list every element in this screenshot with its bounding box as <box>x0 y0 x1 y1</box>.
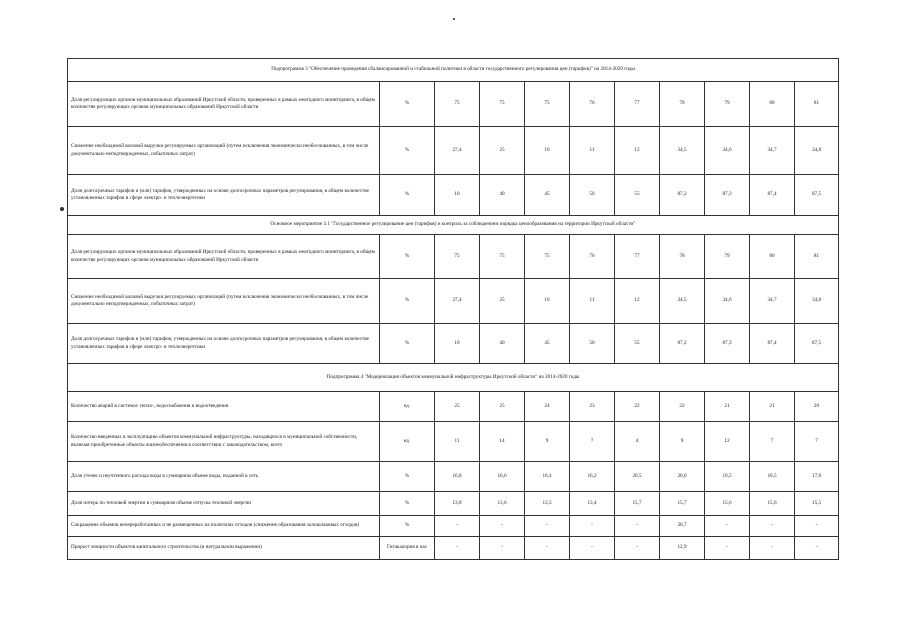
value-cell: 34,6 <box>705 279 750 324</box>
value-cell: 87,2 <box>660 175 705 216</box>
value-cell: 87,4 <box>750 175 795 216</box>
value-cell: 75 <box>480 82 525 127</box>
section-title: Подпрограмма 3 "Обеспечение проведения сбалансированной и стабильной политики в области государственного регулирования цен (тарифов)" на 2014-2020 годы <box>68 59 839 82</box>
value-cell: 4 <box>615 422 660 462</box>
value-cell: 36,7 <box>660 516 705 537</box>
value-cell: 15,6 <box>750 492 795 516</box>
indicator-name: Доля регулирующих органов муниципальных образований Иркутской области, проверенных в рамках ежегодного мониторинга, в общем количестве регулирующих органов муниципальных образований Иркутской области <box>68 235 380 279</box>
value-cell: 76 <box>570 82 615 127</box>
value-cell: 87,5 <box>795 175 839 216</box>
value-cell: 27,4 <box>435 127 480 175</box>
value-cell: - <box>750 537 795 560</box>
value-cell: 50 <box>570 175 615 216</box>
table-row <box>68 516 839 537</box>
value-cell: 87,5 <box>795 324 839 364</box>
unit-cell: % <box>380 82 435 127</box>
value-cell: 16,4 <box>525 462 570 492</box>
indicators-table <box>67 58 839 560</box>
value-cell: 55 <box>615 324 660 364</box>
value-cell: 12 <box>705 422 750 462</box>
indicator-name: Прирост мощности объектов капитального строительства (в натуральном выражении) <box>68 537 380 560</box>
unit-cell: % <box>380 235 435 279</box>
unit-cell: % <box>380 279 435 324</box>
value-cell: 10 <box>435 324 480 364</box>
table-row <box>68 422 839 462</box>
value-cell: - <box>480 516 525 537</box>
value-cell: 20,0 <box>660 462 705 492</box>
value-cell: 9 <box>660 422 705 462</box>
section-title: Основное мероприятие 3.1 "Государственное регулирование цен (тарифов) и контроль за соблюдением порядка ценообразования на территории Иркутской области" <box>68 216 839 235</box>
value-cell: 11 <box>435 422 480 462</box>
value-cell: 15,7 <box>615 492 660 516</box>
value-cell: 87,4 <box>750 324 795 364</box>
value-cell: - <box>705 537 750 560</box>
value-cell: 34,7 <box>750 279 795 324</box>
value-cell: 25 <box>480 127 525 175</box>
value-cell: 25 <box>480 392 525 422</box>
value-cell: 80 <box>750 82 795 127</box>
value-cell: - <box>705 516 750 537</box>
value-cell: 16,6 <box>480 462 525 492</box>
table-row <box>68 235 839 279</box>
value-cell: 16,8 <box>435 462 480 492</box>
value-cell: 87,3 <box>705 324 750 364</box>
value-cell: 14 <box>480 422 525 462</box>
value-cell: 77 <box>615 82 660 127</box>
value-cell: 75 <box>525 82 570 127</box>
value-cell: 75 <box>525 235 570 279</box>
value-cell: 78 <box>660 235 705 279</box>
value-cell: 19,5 <box>705 462 750 492</box>
value-cell: 75 <box>435 82 480 127</box>
value-cell: 78 <box>660 82 705 127</box>
value-cell: 81 <box>795 82 839 127</box>
table-row <box>68 175 839 216</box>
value-cell: 34,8 <box>795 127 839 175</box>
value-cell: - <box>570 516 615 537</box>
value-cell: 80 <box>750 235 795 279</box>
value-cell: 11 <box>570 127 615 175</box>
unit-cell: % <box>380 127 435 175</box>
indicator-name: Доля утечек и неучтенного расхода воды в суммарном объеме воды, поданной в сеть <box>68 462 380 492</box>
section-row <box>68 364 839 392</box>
unit-cell: % <box>380 324 435 364</box>
value-cell: 40 <box>480 175 525 216</box>
value-cell: - <box>570 537 615 560</box>
value-cell: 16,2 <box>570 462 615 492</box>
value-cell: - <box>480 537 525 560</box>
value-cell: 7 <box>750 422 795 462</box>
indicator-name: Количество введенных в эксплуатацию объектов коммунальной инфраструктуры, находящихся в муниципальной собственности, включая приобретенные объекты жизнеобеспечения в соответствии с законодательством, всего <box>68 422 380 462</box>
value-cell: 45 <box>525 175 570 216</box>
indicator-name: Доля долгосрочных тарифов и (или) тарифов, утвержденных на основе долгосрочных параметров регулирования, в общем количестве установленных тарифов в сфере электро- и теплоэнергетики <box>68 175 380 216</box>
value-cell: 12,9 <box>660 537 705 560</box>
section-row <box>68 216 839 235</box>
section-row <box>68 59 839 82</box>
unit-cell: % <box>380 462 435 492</box>
value-cell: 87,3 <box>705 175 750 216</box>
value-cell: - <box>795 537 839 560</box>
value-cell: 21 <box>705 392 750 422</box>
unit-cell: ед. <box>380 422 435 462</box>
indicator-name: Доля потерь по тепловой энергии в суммарном объеме отпуска тепловой энергии <box>68 492 380 516</box>
value-cell: 10 <box>435 175 480 216</box>
table-row <box>68 279 839 324</box>
value-cell: 75 <box>480 235 525 279</box>
value-cell: 15,5 <box>795 492 839 516</box>
table-row <box>68 392 839 422</box>
value-cell: 25 <box>435 392 480 422</box>
value-cell: - <box>795 516 839 537</box>
value-cell: - <box>615 516 660 537</box>
value-cell: 34,6 <box>705 127 750 175</box>
value-cell: 15,6 <box>705 492 750 516</box>
value-cell: 12 <box>615 279 660 324</box>
table-row <box>68 82 839 127</box>
value-cell: 7 <box>570 422 615 462</box>
value-cell: - <box>525 537 570 560</box>
value-cell: 22 <box>660 392 705 422</box>
section-title: Подпрограмма 4 "Модернизация объектов коммунальной инфраструктуры Иркутской области" на 2014-2020 годы <box>68 364 839 392</box>
value-cell: 25 <box>480 279 525 324</box>
value-cell: 18,5 <box>750 462 795 492</box>
value-cell: 13,5 <box>525 492 570 516</box>
value-cell: 15,7 <box>660 492 705 516</box>
scan-mark <box>453 18 455 20</box>
value-cell: 13,4 <box>570 492 615 516</box>
value-cell: 10 <box>525 279 570 324</box>
table-row <box>68 324 839 364</box>
table-row <box>68 492 839 516</box>
unit-cell: % <box>380 175 435 216</box>
value-cell: 75 <box>435 235 480 279</box>
value-cell: 22 <box>615 392 660 422</box>
value-cell: 34,8 <box>795 279 839 324</box>
value-cell: - <box>435 516 480 537</box>
value-cell: 76 <box>570 235 615 279</box>
value-cell: 45 <box>525 324 570 364</box>
value-cell: 79 <box>705 82 750 127</box>
value-cell: 9 <box>525 422 570 462</box>
value-cell: 10 <box>525 127 570 175</box>
unit-cell: % <box>380 492 435 516</box>
value-cell: 21 <box>750 392 795 422</box>
value-cell: - <box>615 537 660 560</box>
indicator-name: Доля регулирующих органов муниципальных образований Иркутской области, проверенных в рамках ежегодного мониторинга, в общем количестве регулирующих органов муниципальных образований Иркутской области <box>68 82 380 127</box>
value-cell: 34,5 <box>660 279 705 324</box>
value-cell: 77 <box>615 235 660 279</box>
unit-cell: ед. <box>380 392 435 422</box>
indicator-name: Снижение необходимой валовой выручки регулируемых организаций (путем исключения экономически необоснованных, в том числе документально неподтвержденных, избыточных затрат) <box>68 127 380 175</box>
value-cell: 34,7 <box>750 127 795 175</box>
value-cell: 79 <box>705 235 750 279</box>
value-cell: 40 <box>480 324 525 364</box>
indicator-name: Снижение необходимой валовой выручки регулируемых организаций (путем исключения экономически необоснованных, в том числе документально неподтвержденных, избыточных затрат) <box>68 279 380 324</box>
value-cell: 11 <box>570 279 615 324</box>
value-cell: 55 <box>615 175 660 216</box>
value-cell: 17,6 <box>795 462 839 492</box>
value-cell: 20 <box>795 392 839 422</box>
value-cell: 23 <box>570 392 615 422</box>
value-cell: 20,5 <box>615 462 660 492</box>
value-cell: 87,2 <box>660 324 705 364</box>
margin-bullet <box>60 207 64 211</box>
value-cell: - <box>750 516 795 537</box>
unit-cell: % <box>380 516 435 537</box>
table-row <box>68 462 839 492</box>
value-cell: 24 <box>525 392 570 422</box>
value-cell: - <box>435 537 480 560</box>
value-cell: 7 <box>795 422 839 462</box>
value-cell: 13,8 <box>435 492 480 516</box>
value-cell: 34,5 <box>660 127 705 175</box>
value-cell: 27,4 <box>435 279 480 324</box>
value-cell: 81 <box>795 235 839 279</box>
indicator-name: Количество аварий в системах тепло-, водоснабжения и водоотведения <box>68 392 380 422</box>
value-cell: 13,6 <box>480 492 525 516</box>
indicator-name: Доля долгосрочных тарифов и (или) тарифов, утвержденных на основе долгосрочных параметров регулирования, в общем количестве установленных тарифов в сфере электро- и теплоэнергетики <box>68 324 380 364</box>
table-row <box>68 537 839 560</box>
unit-cell: Гигакалория в час <box>380 537 435 560</box>
value-cell: 12 <box>615 127 660 175</box>
table-row <box>68 127 839 175</box>
indicator-name: Сокращение объемов непереработанных и не размещенных на полигонах отходов (снижение образования золошлаковых отходов) <box>68 516 380 537</box>
value-cell: - <box>525 516 570 537</box>
value-cell: 50 <box>570 324 615 364</box>
